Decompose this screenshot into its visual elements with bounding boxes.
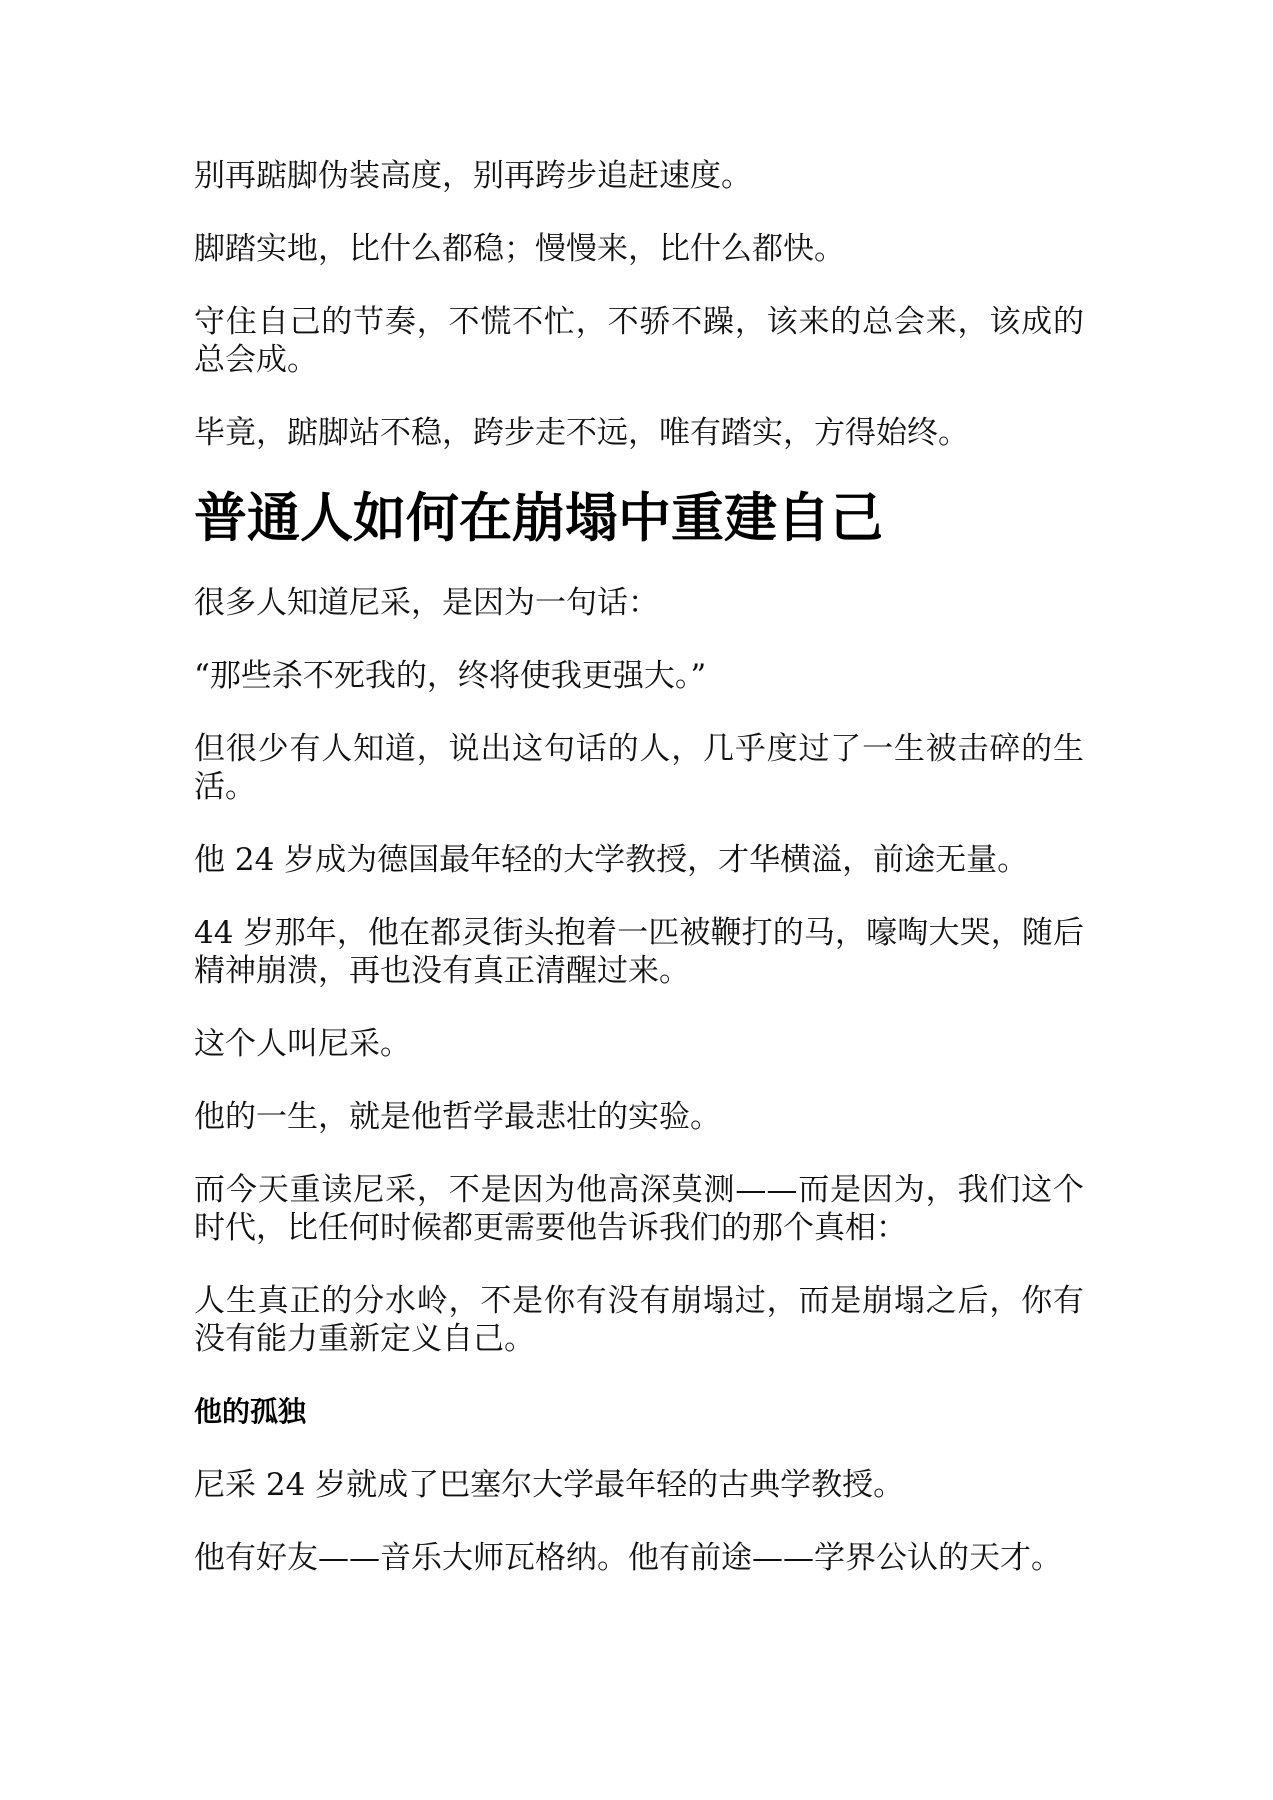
document-body <box>194 157 1084 1612</box>
intro-paragraph: 别再踮脚伪装高度，别再跨步追赶速度。 <box>194 158 752 194</box>
body-paragraph: 而今天重读尼采，不是因为他高深莫测——而是因为，我们这个时代，比任何时候都更需要他告诉我们的那个真相： <box>194 1172 1084 1246</box>
section-title: 普通人如何在崩塌中重建自己 <box>194 488 883 549</box>
intro-paragraph: 毕竟，踮脚站不稳，跨步走不远，唯有踏实，方得始终。 <box>194 415 969 451</box>
body-paragraph: 他有好友——音乐大师瓦格纳。他有前途——学界公认的天才。 <box>194 1540 1062 1576</box>
body-paragraph: 44 岁那年，他在都灵街头抱着一匹被鞭打的马，嚎啕大哭，随后精神崩溃，再也没有真正清醒过来。 <box>194 915 1084 989</box>
body-paragraph: 这个人叫尼采。 <box>194 1026 411 1062</box>
body-paragraph: 很多人知道尼采，是因为一句话： <box>194 585 659 621</box>
quote-paragraph: “那些杀不死我的，终将使我更强大。” <box>194 658 707 694</box>
intro-paragraph: 脚踏实地，比什么都稳；慢慢来，比什么都快。 <box>194 231 845 267</box>
subsection-title: 他的孤独 <box>194 1395 307 1428</box>
intro-paragraph: 守住自己的节奏，不慌不忙，不骄不躁，该来的总会来，该成的总会成。 <box>194 304 1084 378</box>
body-paragraph: 人生真正的分水岭，不是你有没有崩塌过，而是崩塌之后，你有没有能力重新定义自己。 <box>194 1283 1084 1357</box>
body-paragraph: 但很少有人知道，说出这句话的人，几乎度过了一生被击碎的生活。 <box>194 731 1084 805</box>
body-paragraph: 他 24 岁成为德国最年轻的大学教授，才华横溢，前途无量。 <box>194 842 1029 878</box>
body-paragraph: 他的一生，就是他哲学最悲壮的实验。 <box>194 1099 721 1135</box>
body-paragraph: 尼采 24 岁就成了巴塞尔大学最年轻的古典学教授。 <box>194 1467 905 1503</box>
